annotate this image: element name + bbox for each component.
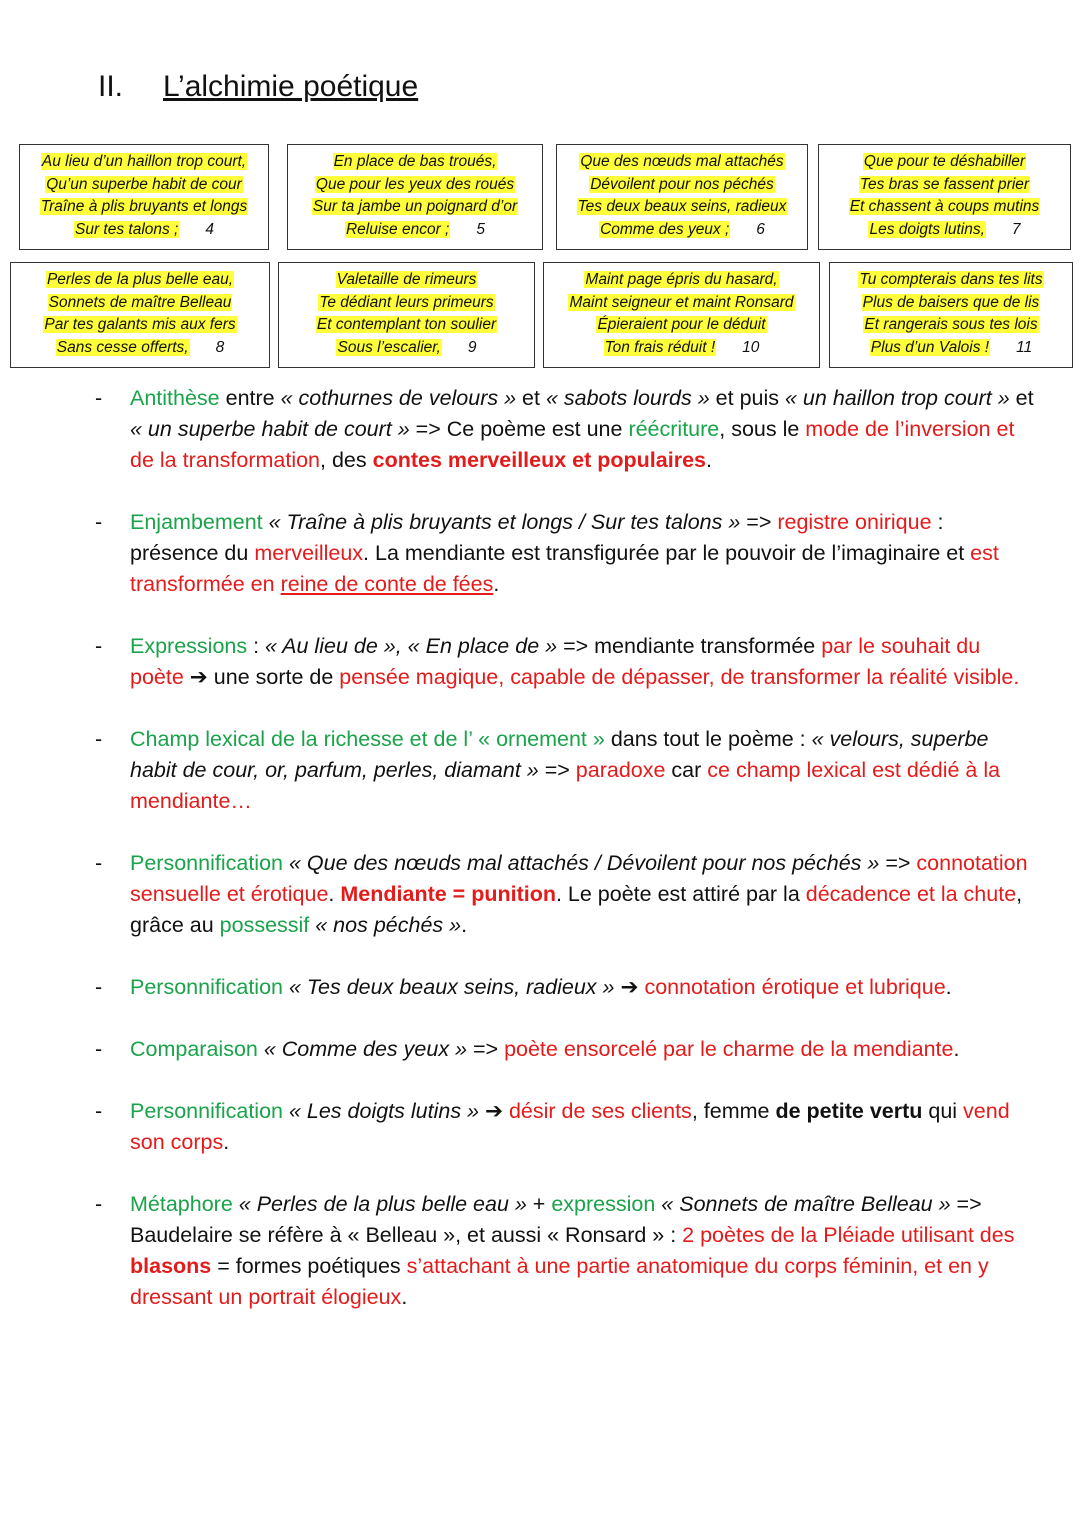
stanza-line: Et contemplant ton soulier <box>316 316 497 333</box>
key-idea: ce champ lexical est dédié à la mendiante… <box>130 758 1001 813</box>
quote: « Tes deux beaux seins, radieux » <box>282 975 615 999</box>
text: . La mendiante est transfigurée par le pouvoir de l’imaginaire et <box>363 541 971 565</box>
quote: « Que des nœuds mal attachés / Dévoilent pour nos péchés » <box>282 851 880 875</box>
key-idea: mode de l’inversion et de la transformation <box>130 417 1015 472</box>
bullet-dash: - <box>95 386 103 410</box>
text: qui <box>922 1099 964 1123</box>
stanza-line: Te dédiant leurs primeurs <box>319 293 494 311</box>
key-idea: Mendiante = punition <box>340 882 556 906</box>
stanza-line: Perles de la plus belle eau, <box>46 271 234 288</box>
emphasis: de petite vertu <box>775 1099 923 1123</box>
stanza-number: 7 <box>1011 220 1021 238</box>
stanza-11 <box>829 262 1073 368</box>
stanza-9 <box>278 262 535 368</box>
text: = formes poétiques <box>211 1254 407 1278</box>
stanza-line: Et rangerais sous tes lois <box>864 316 1038 333</box>
quote: « Traîne à plis bruyants et longs / Sur tes talons » <box>262 510 741 534</box>
list-item <box>95 724 1035 817</box>
text: + <box>526 1192 552 1216</box>
section-title: L’alchimie poétique <box>163 70 419 103</box>
stanza-number: 8 <box>215 338 225 356</box>
term: Personnification <box>130 1099 283 1123</box>
text: => Ce poème est une <box>409 417 629 441</box>
quote: « Comme des yeux » <box>257 1037 467 1061</box>
text: => <box>740 510 778 534</box>
stanza-number: 5 <box>476 220 485 238</box>
text: , des <box>320 448 373 472</box>
key-idea: paradoxe <box>575 758 666 782</box>
bullet-dash: - <box>95 727 103 751</box>
bullet-dash: - <box>95 1099 103 1123</box>
quote: « velours, superbe habit de cour, or, parfum, perles, diamant » <box>130 727 989 782</box>
stanza-line: Que pour te déshabiller <box>863 153 1026 170</box>
arrow: ➔ <box>614 975 645 999</box>
arrow: ➔ <box>479 1099 509 1123</box>
text: . <box>223 1130 230 1154</box>
stanza-line: Maint page épris du hasard, <box>585 271 778 288</box>
stanza-line: Tes bras se fassent prier <box>859 175 1030 193</box>
bullet-dash: - <box>95 1192 103 1216</box>
stanza-number: 10 <box>742 338 760 356</box>
stanza-number: 11 <box>1016 338 1033 356</box>
key-idea: désir de ses clients <box>508 1099 692 1123</box>
term: Antithèse <box>130 386 220 410</box>
text: => Baudelaire se réfère à « Belleau », et aussi « Ronsard » : <box>130 1192 982 1247</box>
term: réécriture <box>628 417 720 441</box>
key-idea: contes merveilleux et populaires <box>372 448 706 472</box>
term: Personnification <box>130 851 283 875</box>
term: Champ lexical de la richesse et de l’ « ornement » <box>130 727 605 751</box>
stanza-7 <box>818 144 1071 250</box>
quote: « nos péchés » <box>309 913 462 937</box>
stanza-line: Sans cesse offerts, <box>56 338 189 356</box>
stanza-4 <box>19 144 269 250</box>
stanza-6 <box>556 144 808 250</box>
stanza-line: Comme des yeux ; <box>600 220 730 238</box>
text: . Le poète est attiré par la <box>555 882 806 906</box>
key-idea: connotation sensuelle et érotique <box>130 851 1028 906</box>
text: car <box>665 758 708 782</box>
list-item <box>95 1096 1035 1158</box>
stanza-line: Sous l’escalier, <box>337 338 441 356</box>
stanza-number: 6 <box>756 220 765 238</box>
stanza-line: Dévoilent pour nos péchés <box>590 175 774 193</box>
key-idea: registre onirique <box>777 510 932 534</box>
key-idea: vend son corps <box>130 1099 1010 1154</box>
list-item <box>95 383 1035 476</box>
bullet-dash: - <box>95 1037 103 1061</box>
term: Personnification <box>130 975 283 999</box>
stanza-line: Tes deux beaux seins, radieux <box>577 198 787 215</box>
quote: « sabots lourds » <box>545 386 710 410</box>
bullet-dash: - <box>95 851 103 875</box>
text: => <box>879 851 917 875</box>
text: , grâce au <box>130 882 1023 937</box>
stanza-line: Par tes galants mis aux fers <box>44 316 236 333</box>
key-idea: connotation érotique et lubrique <box>644 975 946 999</box>
quote: « Au lieu de », « En place de » <box>265 634 558 658</box>
key-idea: pensée magique, capable de dépasser, de transformer la réalité visible. <box>339 665 1020 689</box>
stanza-line: Valetaille de rimeurs <box>336 271 477 288</box>
key-idea: merveilleux <box>254 541 364 565</box>
quote: « cothurnes de velours » <box>280 386 517 410</box>
quote: « Perles de la plus belle eau » <box>232 1192 527 1216</box>
text: => <box>467 1037 505 1061</box>
list-item <box>95 848 1035 941</box>
stanza-line: Plus de baisers que de lis <box>862 293 1040 311</box>
text: . <box>953 1037 960 1061</box>
key-idea: 2 poètes de la Pléiade utilisant des <box>682 1223 1015 1247</box>
stanza-line: Maint seigneur et maint Ronsard <box>569 293 794 311</box>
text: . <box>461 913 468 937</box>
list-item <box>95 1034 1035 1065</box>
quote: « Les doigts lutins » <box>282 1099 479 1123</box>
stanza-line: Que des nœuds mal attachés <box>580 153 784 170</box>
bullet-dash: - <box>95 634 103 658</box>
stanza-line: Et chassent à coups mutins <box>849 198 1040 215</box>
section-number: II. <box>98 70 124 103</box>
text: => <box>538 758 576 782</box>
text: dans tout le poème : <box>604 727 812 751</box>
stanza-number: 4 <box>205 220 214 238</box>
stanza-8 <box>10 262 270 368</box>
stanza-line: Les doigts lutins, <box>869 220 985 238</box>
list-item <box>95 631 1035 693</box>
key-idea: s’attachant à une partie anatomique du corps féminin, et en y dressant un portrait élogieux <box>130 1254 989 1309</box>
key-idea: par le souhait du poète <box>130 634 981 689</box>
text: : présence du <box>130 510 944 565</box>
stanza-line: En place de bas troués, <box>333 153 497 170</box>
bullet-dash: - <box>95 975 103 999</box>
stanza-line: Plus d’un Valois ! <box>870 338 990 356</box>
text: et <box>516 386 546 410</box>
term: expression <box>551 1192 656 1216</box>
stanza-line: Sur ta jambe un poignard d’or <box>312 198 518 215</box>
key-idea: reine de conte de fées <box>280 572 494 596</box>
text: . <box>706 448 712 472</box>
quote: « un superbe habit de court » <box>130 417 410 441</box>
text: , femme <box>691 1099 776 1123</box>
stanza-line: Sur tes talons ; <box>74 220 179 238</box>
key-idea: décadence et la chute <box>805 882 1017 906</box>
stanza-10 <box>543 262 820 368</box>
text: et puis <box>709 386 785 410</box>
quote: « un haillon trop court » <box>785 386 1010 410</box>
text: : <box>247 634 266 658</box>
stanza-line: Sonnets de maître Belleau <box>48 293 232 311</box>
text: . <box>945 975 952 999</box>
key-idea: poète ensorcelé par le charme de la mendiante <box>504 1037 954 1061</box>
bullet-dash: - <box>95 510 103 534</box>
list-item <box>95 1189 1035 1313</box>
stanza-line: Tu compterais dans tes lits <box>859 271 1043 288</box>
list-item <box>95 507 1035 600</box>
stanza-line: Qu’un superbe habit de cour <box>46 175 242 193</box>
text: . <box>493 572 500 596</box>
text: . <box>401 1285 408 1309</box>
analysis-list <box>95 383 1035 1313</box>
text: . <box>328 882 341 906</box>
key-idea: blasons <box>130 1254 212 1278</box>
text: => mendiante transformée <box>557 634 822 658</box>
term: Enjambement <box>130 510 263 534</box>
stanza-line: Épieraient pour le déduit <box>597 316 766 333</box>
stanza-number: 9 <box>467 338 477 356</box>
stanza-line: Au lieu d’un haillon trop court, <box>41 153 247 170</box>
text: entre <box>219 386 281 410</box>
text: et <box>1009 386 1034 410</box>
stanza-line: Ton frais réduit ! <box>604 338 716 356</box>
term: Métaphore <box>130 1192 233 1216</box>
list-item <box>95 972 1035 1003</box>
stanza-5 <box>287 144 543 250</box>
text: , sous le <box>719 417 806 441</box>
term: Comparaison <box>130 1037 258 1061</box>
stanza-line: Que pour les yeux des roués <box>315 175 515 193</box>
stanza-line: Traîne à plis bruyants et longs <box>40 198 248 215</box>
stanza-line: Reluise encor ; <box>345 220 450 238</box>
term: Expressions <box>130 634 248 658</box>
term: possessif <box>219 913 310 937</box>
key-idea: est transformée en <box>130 541 999 596</box>
quote: « Sonnets de maître Belleau » <box>655 1192 951 1216</box>
text: ➔ une sorte de <box>183 665 340 689</box>
